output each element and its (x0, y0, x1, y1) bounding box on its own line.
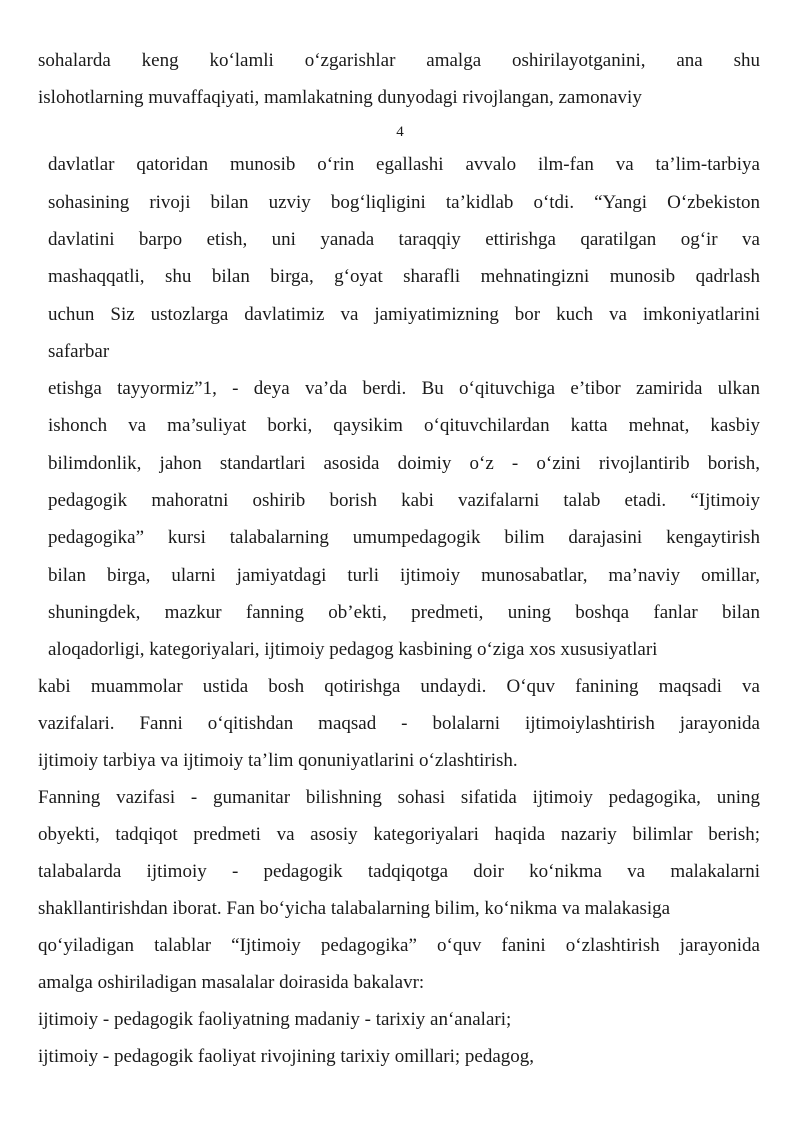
text-line: pedagogik mahoratni oshirib borish kabi vazifalarni talab etadi. “Ijtimoiy (48, 490, 760, 511)
text-line: vazifalari. Fanni oʻqitishdan maqsad - bolalarni ijtimoiylashtirish jarayonida (38, 713, 760, 734)
text-line: uchun Siz ustozlarga davlatimiz va jamiyatimizning bor kuch va imkoniyatlarini (48, 304, 760, 325)
text-line: islohotlarning muvaffaqiyati, mamlakatning dunyodagi rivojlangan, zamonaviy (38, 87, 642, 108)
text-line: shuningdek, mazkur fanning ob’ekti, predmeti, uning boshqa fanlar bilan (48, 602, 760, 623)
text-line: qoʻyiladigan talablar “Ijtimoiy pedagogika” oʻquv fanini oʻzlashtirish jarayonida (38, 935, 760, 956)
text-line: talabalarda ijtimoiy - pedagogik tadqiqotga doir koʻnikma va malakalarni (38, 861, 760, 882)
page-number: 4 (396, 124, 404, 140)
text-line: ishonch va ma’suliyat borki, qaysikim oʻqituvchilardan katta mehnat, kasbiy (48, 415, 760, 436)
text-line: safarbar (48, 341, 110, 362)
text-line: davlatlar qatoridan munosib oʻrin egallashi avvalo ilm-fan va ta’lim-tarbiya (48, 154, 760, 175)
text-line: bilimdonlik, jahon standartlari asosida doimiy oʻz - oʻzini rivojlantirib borish, (48, 453, 760, 474)
text-line: aloqadorligi, kategoriyalari, ijtimoiy pedagog kasbining oʻziga xos xususiyatlari (48, 639, 658, 660)
text-line: pedagogika” kursi talabalarning umumpedagogik bilim darajasini kengaytirish (48, 527, 760, 548)
text-line: mashaqqatli, shu bilan birga, gʻoyat sharafli mehnatingizni munosib qadrlash (48, 266, 760, 287)
text-line: ijtimoiy tarbiya va ijtimoiy ta’lim qonuniyatlarini oʻzlashtirish. (38, 750, 518, 771)
text-line: etishga tayyormiz”1, - deya va’da berdi. Bu oʻqituvchiga e’tibor zamirida ulkan (48, 378, 760, 399)
text-line: amalga oshiriladigan masalalar doirasida bakalavr: (38, 972, 425, 993)
text-line: shakllantirishdan iborat. Fan boʻyicha talabalarning bilim, koʻnikma va malakasiga (38, 898, 671, 919)
text-line: ijtimoiy - pedagogik faoliyat rivojining tarixiy omillari; pedagog, (38, 1046, 535, 1067)
text-line: ijtimoiy - pedagogik faoliyatning madaniy - tarixiy an‘analari; (38, 1009, 512, 1030)
text-line: davlatini barpo etish, uni yanada taraqqiy ettirishga qaratilgan ogʻir va (48, 229, 760, 250)
text-line: bilan birga, ularni jamiyatdagi turli ijtimoiy munosabatlar, ma’naviy omillar, (48, 565, 760, 586)
text-line: sohasining rivoji bilan uzviy bogʻliqligini ta’kidlab oʻtdi. “Yangi Oʻzbekiston (48, 192, 760, 213)
text-line: Fanning vazifasi - gumanitar bilishning sohasi sifatida ijtimoiy pedagogika, uning (38, 787, 760, 808)
text-line: kabi muammolar ustida bosh qotirishga undaydi. Oʻquv fanining maqsadi va (38, 676, 760, 697)
text-line: obyekti, tadqiqot predmeti va asosiy kategoriyalari haqida nazariy bilimlar berish; (38, 824, 760, 845)
text-line: sohalarda keng koʻlamli oʻzgarishlar amalga oshirilayotganini, ana shu (38, 50, 760, 71)
